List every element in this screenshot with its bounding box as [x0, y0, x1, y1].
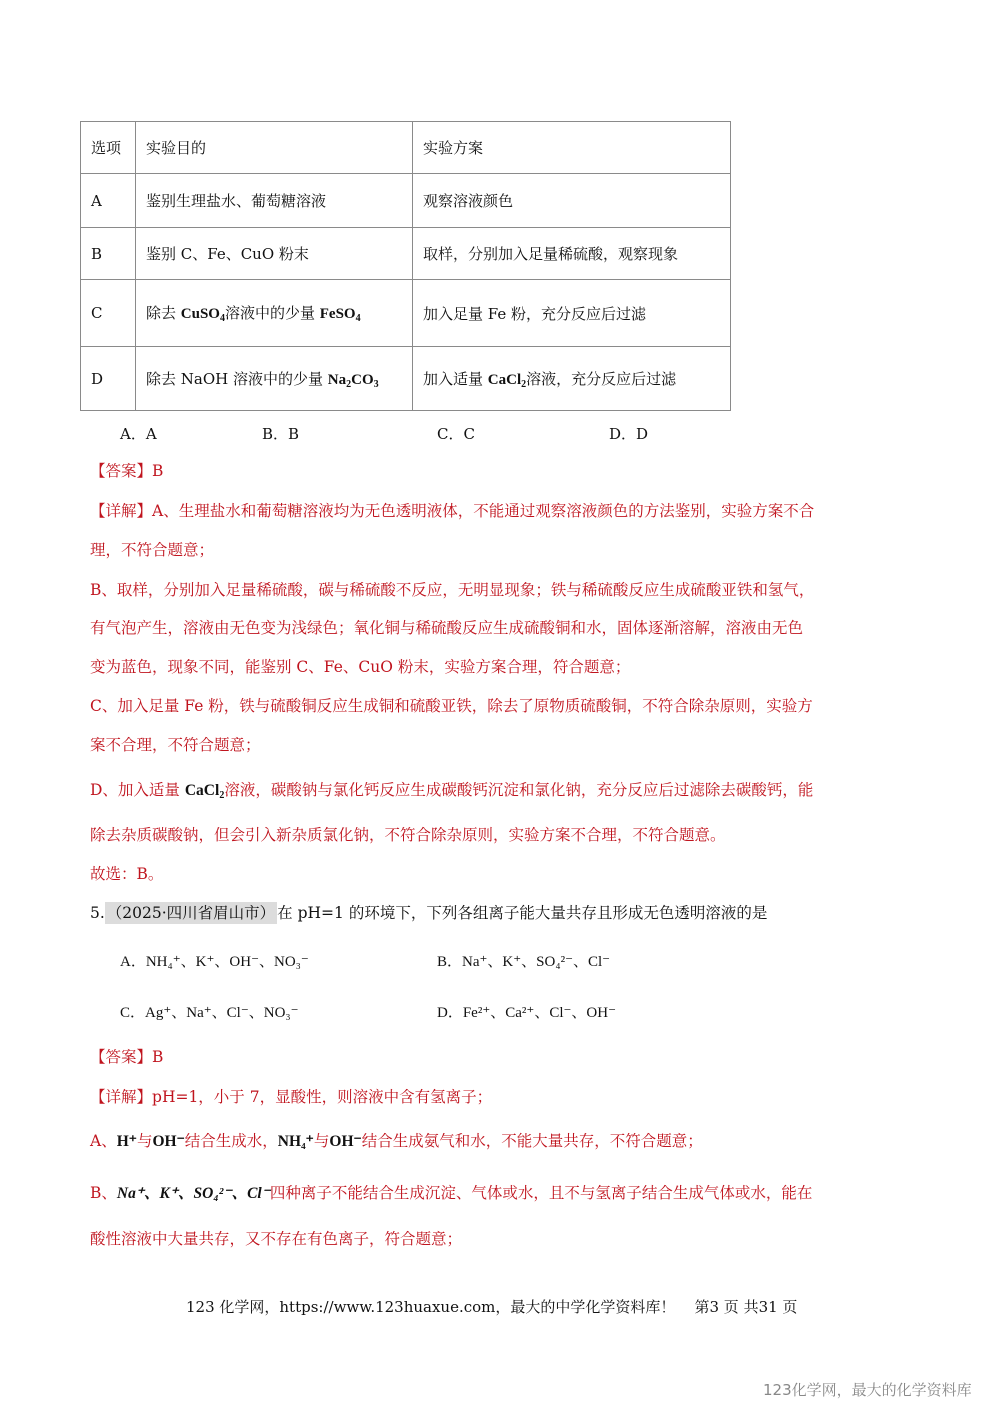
q5-detail-line-b: [90, 1181, 812, 1203]
answer-tag: 【答案】: [90, 462, 153, 480]
option-label: D．: [437, 1005, 463, 1021]
formula: [185, 782, 224, 799]
answer-value: B: [152, 462, 164, 480]
answer-tag: 【答案】: [90, 1048, 153, 1066]
q4-detail-line-d: [90, 778, 813, 801]
text: B、: [90, 1184, 117, 1202]
q4-option-b: B．B: [262, 425, 300, 443]
row-option: B: [81, 228, 136, 280]
answer-value: B: [152, 1048, 164, 1066]
page-footer: [186, 1296, 797, 1317]
formula-text: Na: [327, 371, 347, 388]
q4-conclusion: 故选：B。: [90, 865, 164, 883]
option-label: C．: [120, 1005, 146, 1021]
q5-option-b: [437, 950, 610, 971]
text: 溶液，碳酸钠与氯化钙反应生成碳酸钙沉淀和氯化钠，充分反应后过滤除去碳酸钙，能: [224, 781, 814, 799]
q4-detail-line: 理，不符合题意；: [90, 541, 215, 559]
row-plan: [413, 347, 731, 411]
subscript: 4: [219, 313, 225, 324]
ion: H⁺: [116, 1133, 137, 1150]
text: A、: [90, 1132, 117, 1150]
page-number: 第3 页 共31 页: [694, 1298, 798, 1316]
table-row: [81, 228, 731, 280]
row-plan: 观察溶液颜色: [413, 174, 731, 228]
formula-text: FeSO: [319, 306, 356, 322]
row-purpose: 鉴别 C、Fe、CuO 粉末: [136, 228, 413, 280]
option-text: NH₄⁺、K⁺、OH⁻、NO₃⁻: [145, 954, 309, 970]
formula-text: CO: [351, 371, 374, 388]
ion: OH⁻: [329, 1133, 362, 1150]
q4-option-a: A．A: [120, 425, 157, 443]
text: 溶液中的少量: [224, 304, 320, 322]
q4-detail-line: 案不合理，不符合题意；: [90, 736, 261, 754]
text: 结合生成氨气和水，不能大量共存，不符合题意；: [361, 1132, 703, 1150]
q4-detail-line: B、取样，分别加入足量稀硫酸，碳与稀硫酸不反应，无明显现象；铁与稀硫酸反应生成硫酸亚铁和氢气，: [90, 581, 815, 599]
text: 结合生成水，: [184, 1132, 278, 1150]
subscript: 2: [346, 378, 352, 390]
detail-text: pH=1，小于 7，显酸性，则溶液中含有氢离子；: [152, 1088, 493, 1106]
row-purpose: [136, 347, 413, 411]
text: 四种离子不能结合生成沉淀、气体或水，且不与氢离子结合生成气体或水，能在: [269, 1184, 813, 1202]
ion: OH⁻: [152, 1133, 185, 1150]
q4-option-d: D．D: [609, 425, 649, 443]
subscript: 2: [521, 378, 527, 390]
question-number: 5.: [90, 904, 105, 922]
formula-text: CaCl: [487, 371, 522, 388]
header-option: 选项: [81, 122, 136, 174]
q5-option-a: [120, 950, 309, 971]
header-purpose: 实验目的: [136, 122, 413, 174]
q4-detail-line: C、加入足量 Fe 粉，铁与硫酸铜反应生成铜和硫酸亚铁，除去了原物质硫酸铜，不符合除杂原则，实验方: [90, 697, 813, 715]
experiment-table: [80, 121, 731, 411]
source-label: （2025·四川省眉山市）: [106, 904, 276, 922]
text: 除去 NaOH 溶液中的少量: [146, 369, 328, 388]
footer-text: 123 化学网，https://www.123huaxue.com，最大的中学化学资料库！: [186, 1298, 676, 1316]
formula: [328, 372, 379, 388]
table-header-row: [81, 122, 731, 174]
q4-answer: [90, 459, 163, 481]
option-text: Fe²⁺、Ca²⁺、Cl⁻、OH⁻: [462, 1005, 617, 1021]
q4-detail-line: 变为蓝色，现象不同，能鉴别 C、Fe、CuO 粉末，实验方案合理，符合题意；: [90, 658, 631, 676]
subscript: 2: [219, 790, 225, 801]
formula: [181, 306, 225, 322]
table-row: [81, 347, 731, 411]
detail-text: A、生理盐水和葡萄糖溶液均为无色透明液体，不能通过观察溶液颜色的方法鉴别，实验方案不合: [152, 502, 815, 520]
detail-tag: 【详解】: [90, 1088, 153, 1106]
text: 与: [136, 1132, 153, 1150]
text: 与: [313, 1132, 330, 1150]
option-label: A．: [120, 954, 146, 970]
row-purpose: [136, 280, 413, 347]
watermark: 123化学网，最大的化学资料库: [763, 1381, 972, 1399]
option-text: Ag⁺、Na⁺、Cl⁻、NO₃⁻: [145, 1005, 299, 1021]
text: D、加入适量: [90, 781, 185, 799]
header-plan: 实验方案: [413, 122, 731, 174]
option-text: Na⁺、K⁺、SO₄²⁻、Cl⁻: [462, 954, 611, 970]
row-purpose: 鉴别生理盐水、葡萄糖溶液: [136, 174, 413, 228]
q5-option-c: [120, 1001, 299, 1022]
q5-answer: [90, 1045, 163, 1067]
q5-option-d: [437, 1001, 616, 1022]
q5-detail-line: 酸性溶液中大量共存，又不存在有色离子，符合题意；: [90, 1230, 463, 1248]
q5-detail-line-a: [90, 1129, 703, 1151]
q5-detail-line: [90, 1085, 492, 1107]
ion: Na⁺、K⁺、SO₄²⁻、Cl⁻: [116, 1185, 270, 1202]
formula: [320, 306, 361, 322]
formula: [488, 372, 526, 388]
detail-tag: 【详解】: [90, 502, 153, 520]
formula-text: CaCl: [184, 782, 220, 799]
q5-stem: [90, 901, 767, 923]
q4-detail-line: [90, 499, 814, 521]
formula-text: CuSO: [180, 306, 220, 322]
text: 除去: [146, 304, 181, 322]
subscript: 4: [355, 313, 361, 324]
text: 溶液，充分反应后过滤: [526, 369, 677, 388]
option-label: B．: [437, 954, 463, 970]
question-text: 在 pH=1 的环境下，下列各组离子能大量共存且形成无色透明溶液的是: [277, 904, 768, 922]
q4-detail-line: 有气泡产生，溶液由无色变为浅绿色；氧化铜与稀硫酸反应生成硫酸铜和水，固体逐渐溶解，溶液由无色: [90, 619, 804, 637]
row-option: C: [81, 280, 136, 347]
row-plan: 取样，分别加入足量稀硫酸，观察现象: [413, 228, 731, 280]
row-option: D: [81, 347, 136, 411]
subscript: 3: [373, 378, 379, 390]
table-row: [81, 174, 731, 228]
table-row: [81, 280, 731, 347]
text: 加入适量: [423, 369, 488, 388]
row-option: A: [81, 174, 136, 228]
q4-option-c: C．C: [437, 425, 475, 443]
q4-detail-line: 除去杂质碳酸钠，但会引入新杂质氯化钠，不符合除杂原则，实验方案不合理，不符合题意。: [90, 826, 726, 844]
row-plan: 加入足量 Fe 粉，充分反应后过滤: [413, 280, 731, 347]
ion: NH₄⁺: [277, 1133, 314, 1150]
